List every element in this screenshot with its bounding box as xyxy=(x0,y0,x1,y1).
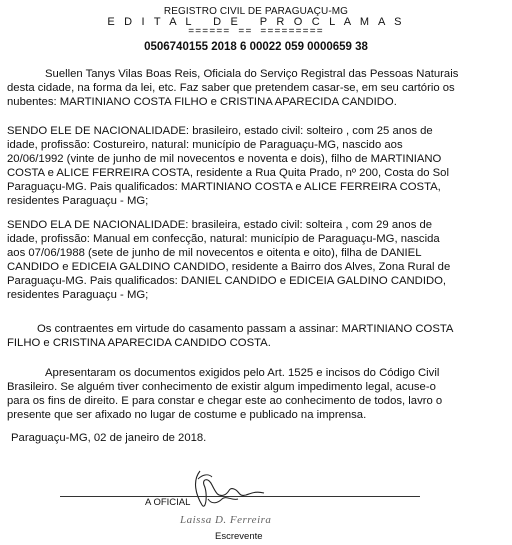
place-date: Paraguaçu-MG, 02 de janeiro de 2018. xyxy=(11,432,207,444)
groom-line: SENDO ELE DE NACIONALIDADE: brasileiro, estado civil: solteiro , com 25 anos de xyxy=(7,125,433,137)
handwritten-signature xyxy=(178,465,268,515)
title-underline: ====== == ========= xyxy=(188,26,324,37)
intro-line: Suellen Tanys Vilas Boas Reis, Oficiala do Serviço Registral das Pessoas Naturais xyxy=(45,68,459,80)
documents-line: Apresentaram os documentos exigidos pelo Art. 1525 e incisos do Código Civil xyxy=(45,367,440,379)
signatory-label: A OFICIAL xyxy=(145,497,191,508)
documents-line: para os fins de direito. E para constar e chegar este ao conhecimento de todos, lavro o xyxy=(7,395,443,407)
signatory-role: Escrevente xyxy=(215,531,263,542)
signature-line xyxy=(60,496,420,497)
documents-line: Brasileiro. Se alguém tiver conhecimento de existir algum impedimento legal, acuse-o xyxy=(7,381,436,393)
signing-paragraph xyxy=(7,322,505,350)
groom-paragraph xyxy=(7,124,505,208)
groom-line: Paraguaçu-MG. Pais qualificados: MARTINIANO COSTA e ALICE FERREIRA COSTA, xyxy=(7,181,441,193)
bride-line: residentes Paraguaçu - MG; xyxy=(7,289,149,301)
document-title: E D I T A L D E P R O C L A M A S xyxy=(107,16,405,28)
registration-number: 0506740155 2018 6 00022 059 0000659 38 xyxy=(144,41,368,53)
documents-line: presente que ser afixado no lugar de costume e publicado na imprensa. xyxy=(7,409,367,421)
bride-line: SENDO ELA DE NACIONALIDADE: brasileira, estado civil: solteira , com 29 anos de xyxy=(7,219,433,231)
registry-name: REGISTRO CIVIL DE PARAGUAÇU-MG xyxy=(163,6,349,17)
signing-line: Os contraentes em virtude do casamento passam a assinar: MARTINIANO COSTA xyxy=(37,323,454,335)
intro-paragraph xyxy=(7,67,505,109)
signatory-name: Laissa D. Ferreira xyxy=(180,514,272,526)
groom-line: idade, profissão: Costureiro, natural: município de Paraguaçu-MG, nascido aos xyxy=(7,139,403,151)
intro-line: desta cidade, na forma da lei, etc. Faz saber que pretendem casar-se, em seu cartório os xyxy=(7,82,455,94)
bride-line: idade, profissão: Manual em confecção, natural: município de Paraguaçu-MG, nascida xyxy=(7,233,440,245)
signing-line: FILHO e CRISTINA APARECIDA CANDIDO COSTA. xyxy=(7,337,271,349)
documents-paragraph xyxy=(7,366,505,422)
bride-line: aos 07/06/1988 (sete de junho de mil novecentos e oitenta e oito), filha de DANIEL xyxy=(7,247,422,259)
groom-line: 20/06/1992 (vinte de junho de mil novecentos e noventa e dois), filho de MARTINIANO xyxy=(7,153,442,165)
bride-line: CANDIDO e EDICEIA GALDINO CANDIDO, residente a Bairro dos Alves, Zona Rural de xyxy=(7,261,451,273)
bride-paragraph xyxy=(7,218,505,302)
bride-line: Paraguaçu-MG. Pais qualificados: DANIEL CANDIDO e EDICEIA GALDINO CANDIDO, xyxy=(7,275,447,287)
intro-line: nubentes: MARTINIANO COSTA FILHO e CRISTINA APARECIDA CANDIDO. xyxy=(7,96,397,108)
groom-line: residentes Paraguaçu - MG; xyxy=(7,195,149,207)
groom-line: COSTA e ALICE FERREIRA COSTA, residente a Rua Quita Prado, nº 200, Costa do Sol xyxy=(7,167,449,179)
